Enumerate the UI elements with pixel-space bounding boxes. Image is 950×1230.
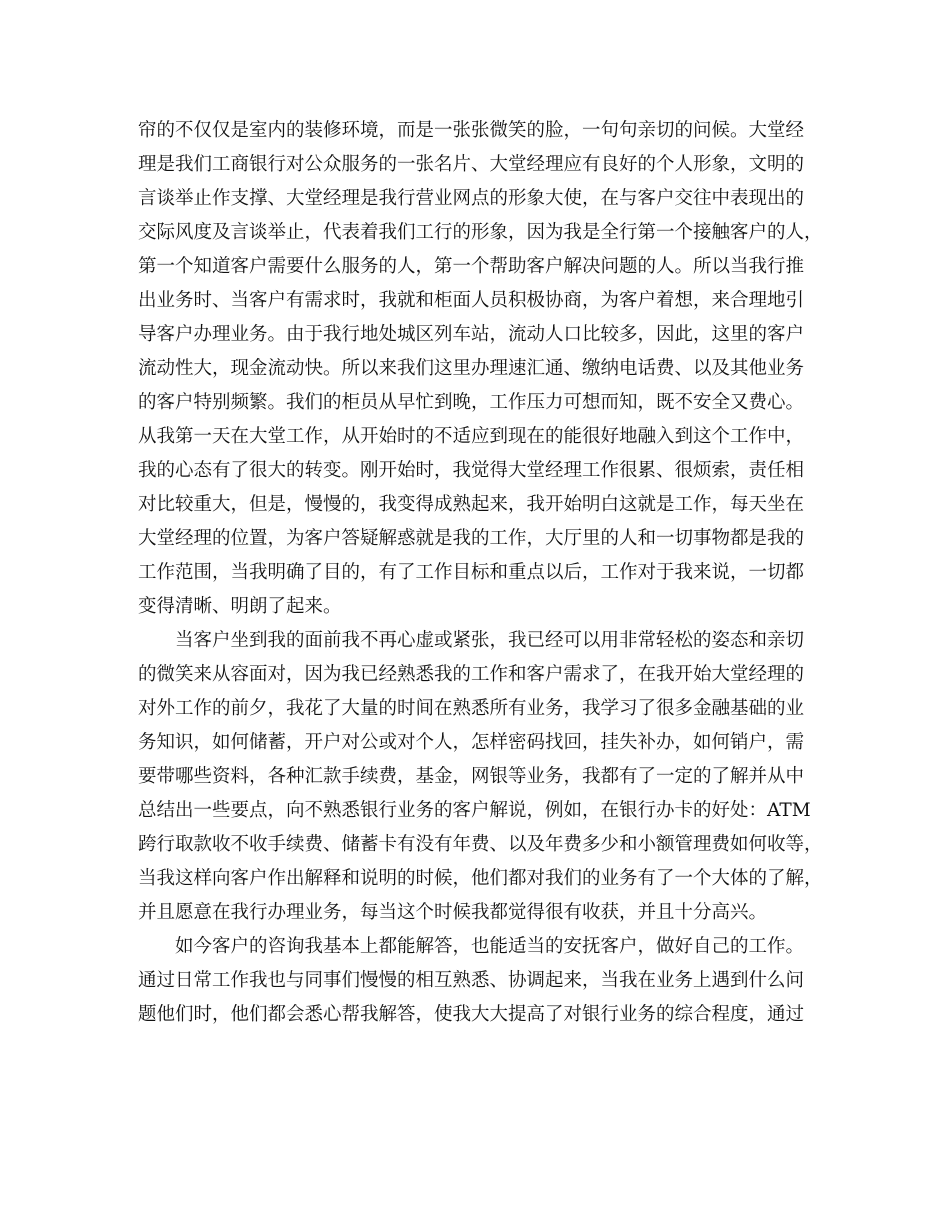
text-line: 的微笑来从容面对，因为我已经熟悉我的工作和客户需求了，在我开始大堂经理的 xyxy=(138,664,805,685)
text-line: 当我这样向客户作出解释和说明的时候，他们都对我们的业务有了一个大体的了解， xyxy=(138,868,823,889)
text-line: 要带哪些资料，各种汇款手续费，基金，网银等业务，我都有了一定的了解并从中 xyxy=(138,766,805,787)
text-line: 变得清晰、明朗了起来。 xyxy=(138,596,342,617)
text-line: 理是我们工商银行对公众服务的一张名片、大堂经理应有良好的个人形象，文明的 xyxy=(138,154,805,175)
text-line: 总结出一些要点，向不熟悉银行业务的客户解说，例如，在银行办卡的好处：ATM xyxy=(138,800,811,821)
text-line: 我的心态有了很大的转变。刚开始时，我觉得大堂经理工作很累、很烦索，责任相 xyxy=(138,460,805,481)
text-line: 出业务时、当客户有需求时，我就和柜面人员积极协商，为客户着想，来合理地引 xyxy=(138,290,805,311)
text-line: 务知识，如何储蓄，开户对公或对个人，怎样密码找回，挂失补办，如何销户，需 xyxy=(138,732,805,753)
text-line: 导客户办理业务。由于我行地处城区列车站，流动人口比较多，因此，这里的客户 xyxy=(138,324,805,345)
text-line: 跨行取款收不收手续费、储蓄卡有没有年费、以及年费多少和小额管理费如何收等， xyxy=(138,834,823,855)
text-line: 题他们时，他们都会悉心帮我解答，使我大大提高了对银行业务的综合程度，通过 xyxy=(138,1004,805,1025)
text-line: 并且愿意在我行办理业务，每当这个时候我都觉得很有收获，并且十分高兴。 xyxy=(138,902,768,923)
text-line: 通过日常工作我也与同事们慢慢的相互熟悉、协调起来，当我在业务上遇到什么问 xyxy=(138,970,805,991)
text-line: 对比较重大，但是，慢慢的，我变得成熟起来，我开始明白这就是工作，每天坐在 xyxy=(138,494,805,515)
paragraph-first-line: 如今客户的咨询我基本上都能解答，也能适当的安抚客户，做好自己的工作。 xyxy=(175,936,805,957)
text-line: 第一个知道客户需要什么服务的人，第一个帮助客户解决问题的人。所以当我行推 xyxy=(138,256,805,277)
text-line: 的客户特别频繁。我们的柜员从早忙到晚，工作压力可想而知，既不安全又费心。 xyxy=(138,392,805,413)
text-line: 从我第一天在大堂工作，从开始时的不适应到现在的能很好地融入到这个工作中， xyxy=(138,426,805,447)
text-line: 言谈举止作支撑、大堂经理是我行营业网点的形象大使，在与客户交往中表现出的 xyxy=(138,188,805,209)
text-line: 帘的不仅仅是室内的装修环境，而是一张张微笑的脸，一句句亲切的问候。大堂经 xyxy=(138,120,805,141)
text-line: 对外工作的前夕，我花了大量的时间在熟悉所有业务，我学习了很多金融基础的业 xyxy=(138,698,805,719)
text-line: 交际风度及言谈举止，代表着我们工行的形象，因为我是全行第一个接触客户的人， xyxy=(138,222,823,243)
text-line: 工作范围，当我明确了目的，有了工作目标和重点以后，工作对于我来说，一切都 xyxy=(138,562,805,583)
text-line: 大堂经理的位置，为客户答疑解惑就是我的工作，大厅里的人和一切事物都是我的 xyxy=(138,528,805,549)
text-line: 流动性大，现金流动快。所以来我们这里办理速汇通、缴纳电话费、以及其他业务 xyxy=(138,358,805,379)
paragraph-first-line: 当客户坐到我的面前我不再心虚或紧张，我已经可以用非常轻松的姿态和亲切 xyxy=(175,630,805,651)
